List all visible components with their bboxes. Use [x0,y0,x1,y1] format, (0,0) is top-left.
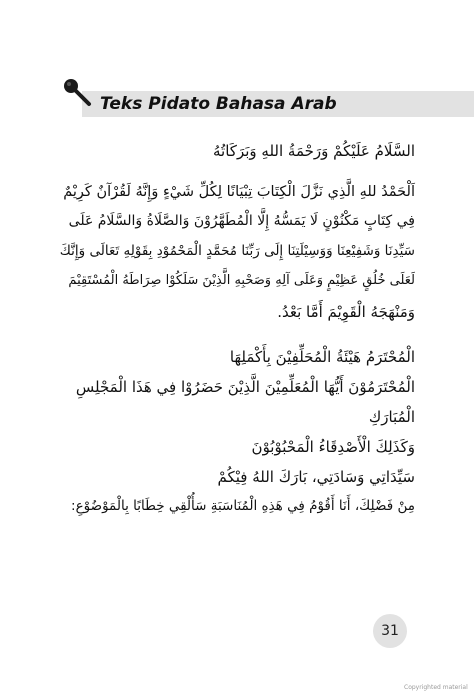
address-line: وَكَذَلِكَ الْأَصْدِقَاءُ الْمَحْبُوْبُوْنَ [251,438,415,456]
opening-line: سَيِّدِنَا وَشَفِيْعِنَا وَوَسِيْلَتِنَا إِلَى رَبِّنَا مُحَمَّدٍ الْمَحْمُوْدِ بِقَوْلِهِ تَعَالَى وَإِنَّكَ [59,243,415,259]
address-line: مِنْ فَضْلِكَ، أَنَا أَقُوْمُ فِي هَذِهِ الْمُنَاسَبَةِ سَأُلْقِي خِطَابًا بِالْمَوْضُوْعِ: [71,498,415,514]
opening-line: فِي كِتَابٍ مَكْنُوْنٍ لَا يَمَسُّهُ إِلَّا الْمُطَهَّرُوْنَ وَالصَّلَاةُ وَالسَّلَامُ عَلَى [68,213,415,229]
microphone-icon [62,77,92,107]
page-title: Teks Pidato Bahasa Arab [100,94,337,114]
opening-line: وَمَنْهَجَهُ الْقَوِيْمَ أَمَّا بَعْدُ. [277,303,415,321]
greeting-line: السَّلَامُ عَلَيْكُمْ وَرَحْمَةُ اللهِ وَبَرَكَاتُهُ [213,142,415,160]
copyright-watermark: Copyrighted material [404,684,468,691]
address-line: الْمُحْتَرَمُ هَيْئَةُ الْمُحَلِّفِيْنَ بِأَكْمَلِهَا [229,348,415,366]
address-line: الْمُحْتَرَمُوْنَ أَيُّهَا الْمُعَلِّمِيْنَ الَّذِيْنَ حَضَرُوْا فِي هَذَا الْمَجْلِسِ [75,378,415,396]
address-line: الْمُبَارَكِ [368,408,415,426]
opening-line: اَلْحَمْدُ للهِ الَّذِي نَزَّلَ الْكِتَابَ تِبْيَانًا لِكُلِّ شَيْءٍ وَإِنَّهُ لَقُرْآنٌ كَرِيْمٌ [63,184,415,200]
opening-line: لَعَلَى خُلُقٍ عَظِيْمٍ وَعَلَى آلِهِ وَصَحْبِهِ الَّذِيْنَ سَلَكُوْا صِرَاطَهُ الْمُسْتَقِيْمَ [68,273,415,288]
address-line: سَيِّدَاتِي وَسَادَتِي، بَارَكَ اللهُ فِيْكُمْ [217,468,415,486]
page-number-badge: 31 [373,614,407,648]
